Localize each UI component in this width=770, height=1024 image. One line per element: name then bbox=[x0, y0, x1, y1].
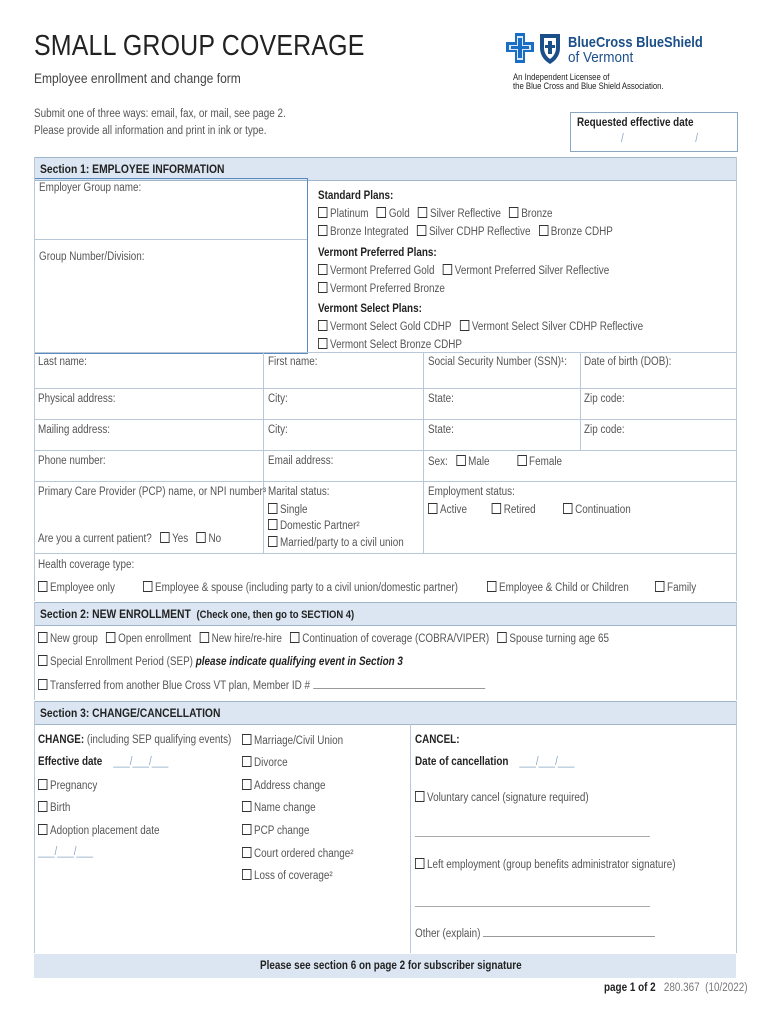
section-2-note: (Check one, then go to SECTION 4) bbox=[196, 609, 355, 621]
logo-name: BlueCross BlueShield bbox=[568, 34, 703, 51]
mailing-address-field[interactable]: Mailing address: bbox=[38, 424, 111, 436]
employment-retired[interactable]: Retired bbox=[492, 504, 536, 516]
plan-vt-select-bronze[interactable]: Vermont Select Bronze CDHP bbox=[318, 339, 462, 351]
vt-preferred-plans bbox=[318, 243, 657, 297]
cancel-left-employment[interactable]: Left employment (group benefits administrator signature) bbox=[415, 858, 676, 871]
checkbox-icon[interactable] bbox=[415, 858, 424, 869]
plan-vt-preferred-gold[interactable]: Vermont Preferred Gold bbox=[318, 265, 434, 277]
ssn-field[interactable]: Social Security Number (SSN)¹: bbox=[428, 356, 568, 368]
checkbox-icon[interactable] bbox=[318, 282, 327, 293]
blue-shield-icon bbox=[538, 31, 562, 65]
change-adoption[interactable]: Adoption placement date bbox=[38, 824, 159, 837]
cancel-label: CANCEL: bbox=[415, 734, 460, 746]
marital-domestic-partner[interactable]: Domestic Partner² bbox=[268, 519, 360, 532]
checkbox-icon[interactable] bbox=[456, 455, 465, 466]
section-2-row-1 bbox=[38, 632, 609, 645]
administrator-signature-line[interactable] bbox=[415, 906, 650, 907]
checkbox-icon[interactable] bbox=[143, 581, 152, 592]
logo-state: of Vermont bbox=[568, 49, 634, 66]
checkbox-icon[interactable] bbox=[38, 581, 47, 592]
checkbox-icon[interactable] bbox=[38, 632, 47, 643]
checkbox-icon[interactable] bbox=[242, 779, 251, 790]
checkbox-icon[interactable] bbox=[196, 532, 205, 543]
coverage-employee-children[interactable]: Employee & Child or Children bbox=[487, 581, 629, 594]
section-1-title: Section 1: EMPLOYEE INFORMATION bbox=[40, 162, 225, 176]
email-field[interactable]: Email address: bbox=[268, 455, 334, 467]
coverage-employee-only[interactable]: Employee only bbox=[38, 581, 115, 594]
change-label: CHANGE: bbox=[38, 734, 85, 746]
physical-address-field[interactable]: Physical address: bbox=[38, 393, 116, 405]
change-loss-of-coverage[interactable]: Loss of coverage² bbox=[242, 869, 333, 882]
plan-vt-preferred-silver[interactable]: Vermont Preferred Silver Reflective bbox=[443, 265, 610, 277]
cancel-other[interactable]: Other (explain) bbox=[415, 928, 655, 940]
checkbox-icon[interactable] bbox=[318, 225, 327, 236]
instructions-line-1: Submit one of three ways: email, fax, or mail, see page 2. bbox=[34, 108, 286, 120]
enroll-continuation[interactable]: Continuation of coverage (COBRA/VIPER) bbox=[290, 633, 489, 645]
sep-note: please indicate qualifying event in Section 3 bbox=[195, 656, 403, 668]
vt-preferred-title: Vermont Preferred Plans: bbox=[318, 247, 437, 259]
enroll-sep[interactable]: Special Enrollment Period (SEP) please indicate qualifying event in Section 3 bbox=[38, 655, 403, 668]
effective-date[interactable] bbox=[38, 756, 168, 768]
current-patient-label: Are you a current patient? bbox=[38, 533, 152, 545]
employer-group-label: Employer Group name: bbox=[39, 182, 142, 194]
dob-field[interactable]: Date of birth (DOB): bbox=[584, 356, 672, 368]
change-header bbox=[38, 734, 231, 746]
patient-no[interactable]: No bbox=[196, 533, 221, 545]
checkbox-icon[interactable] bbox=[517, 455, 526, 466]
change-address[interactable]: Address change bbox=[242, 779, 326, 792]
change-divorce[interactable]: Divorce bbox=[242, 756, 288, 769]
change-birth[interactable]: Birth bbox=[38, 801, 70, 814]
plan-bronze-cdhp[interactable]: Bronze CDHP bbox=[539, 226, 613, 238]
form-subtitle: Employee enrollment and change form bbox=[34, 70, 241, 86]
checkbox-icon[interactable] bbox=[106, 632, 115, 643]
change-court-ordered[interactable]: Court ordered change² bbox=[242, 847, 354, 860]
plan-bronze-integrated[interactable]: Bronze Integrated bbox=[318, 226, 409, 238]
checkbox-icon[interactable] bbox=[268, 503, 277, 514]
sex-male[interactable]: Male bbox=[456, 456, 489, 468]
checkbox-icon[interactable] bbox=[487, 581, 496, 592]
section-3-header bbox=[34, 701, 736, 725]
effective-date-blank: ___/___/___ bbox=[113, 756, 169, 768]
group-number-label: Group Number/Division: bbox=[39, 251, 145, 263]
checkbox-icon[interactable] bbox=[460, 320, 469, 331]
cancellation-date-label: Date of cancellation bbox=[415, 756, 509, 768]
mailing-city-field[interactable]: City: bbox=[268, 424, 288, 436]
checkbox-icon[interactable] bbox=[268, 519, 277, 530]
sex-label: Sex: bbox=[428, 456, 448, 468]
checkbox-icon[interactable] bbox=[38, 801, 47, 812]
employment-active[interactable]: Active bbox=[428, 504, 467, 516]
form-date: (10/2022) bbox=[705, 982, 748, 994]
mailing-state-field[interactable]: State: bbox=[428, 424, 454, 436]
other-explain-blank[interactable] bbox=[483, 936, 655, 937]
form-title: SMALL GROUP COVERAGE bbox=[34, 30, 365, 62]
coverage-type-label: Health coverage type: bbox=[38, 559, 135, 571]
checkbox-icon[interactable] bbox=[242, 824, 251, 835]
change-name[interactable]: Name change bbox=[242, 801, 316, 814]
checkbox-icon[interactable] bbox=[242, 734, 251, 745]
current-patient bbox=[38, 532, 221, 545]
form-code: 280.367 bbox=[663, 982, 700, 994]
checkbox-icon[interactable] bbox=[318, 207, 327, 218]
member-id-blank[interactable] bbox=[313, 688, 485, 689]
plan-bronze[interactable]: Bronze bbox=[509, 208, 552, 220]
checkbox-icon[interactable] bbox=[242, 847, 251, 858]
plan-vt-select-gold[interactable]: Vermont Select Gold CDHP bbox=[318, 321, 452, 333]
instructions-line-2: Please provide all information and print in ink or type. bbox=[34, 125, 267, 137]
enroll-spouse-65[interactable]: Spouse turning age 65 bbox=[497, 633, 609, 645]
enroll-transferred[interactable]: Transferred from another Blue Cross VT plan, Member ID # bbox=[38, 679, 485, 692]
plan-vt-preferred-bronze[interactable]: Vermont Preferred Bronze bbox=[318, 283, 445, 295]
change-note: (including SEP qualifying events) bbox=[86, 734, 232, 746]
standard-plans bbox=[318, 186, 661, 240]
checkbox-icon[interactable] bbox=[268, 536, 277, 547]
checkbox-icon[interactable] bbox=[415, 791, 424, 802]
coverage-employee-spouse[interactable]: Employee & spouse (including party to a civil union/domestic partner) bbox=[143, 581, 458, 594]
zip-field[interactable]: Zip code: bbox=[584, 393, 625, 405]
licensee-line-2: the Blue Cross and Blue Shield Association. bbox=[513, 81, 664, 91]
vt-select-title: Vermont Select Plans: bbox=[318, 303, 422, 315]
checkbox-icon[interactable] bbox=[290, 632, 299, 643]
enroll-new-hire[interactable]: New hire/re-hire bbox=[200, 633, 282, 645]
section-3-title: Section 3: CHANGE/CANCELLATION bbox=[40, 706, 221, 720]
plan-platinum[interactable]: Platinum bbox=[318, 208, 369, 220]
signature-notice: Please see section 6 on page 2 for subscriber signature bbox=[260, 960, 522, 972]
requested-date-label: Requested effective date bbox=[577, 117, 694, 129]
pcp-field[interactable]: Primary Care Provider (PCP) name, or NPI number³ bbox=[38, 486, 267, 498]
blue-cross-icon bbox=[505, 31, 535, 65]
cancellation-date-blank: ___/___/___ bbox=[519, 756, 575, 768]
vt-select-plans bbox=[318, 299, 696, 353]
employment-continuation[interactable]: Continuation bbox=[563, 504, 631, 516]
state-field[interactable]: State: bbox=[428, 393, 454, 405]
page-number: page 1 of 2 bbox=[604, 982, 656, 994]
mailing-zip-field[interactable]: Zip code: bbox=[584, 424, 625, 436]
checkbox-icon[interactable] bbox=[377, 207, 386, 218]
coverage-family[interactable]: Family bbox=[655, 581, 696, 594]
checkbox-icon[interactable] bbox=[492, 503, 501, 514]
checkbox-icon[interactable] bbox=[563, 503, 572, 514]
checkbox-icon[interactable] bbox=[38, 824, 47, 835]
employer-group-box[interactable] bbox=[34, 178, 308, 354]
marital-single[interactable]: Single bbox=[268, 503, 308, 516]
city-field[interactable]: City: bbox=[268, 393, 288, 405]
plan-silver-reflective[interactable]: Silver Reflective bbox=[418, 208, 501, 220]
checkbox-icon[interactable] bbox=[443, 264, 452, 275]
marital-status-label: Marital status: bbox=[268, 486, 330, 498]
employment-status-options bbox=[428, 503, 631, 516]
standard-plans-title: Standard Plans: bbox=[318, 190, 394, 202]
checkbox-icon[interactable] bbox=[38, 679, 47, 690]
checkbox-icon[interactable] bbox=[242, 869, 251, 880]
plan-vt-select-silver[interactable]: Vermont Select Silver CDHP Reflective bbox=[460, 321, 643, 333]
licensee-line-1: An Independent Licensee of bbox=[513, 72, 610, 82]
checkbox-icon[interactable] bbox=[38, 655, 47, 666]
patient-yes[interactable]: Yes bbox=[160, 533, 188, 545]
checkbox-icon[interactable] bbox=[509, 207, 518, 218]
checkbox-icon[interactable] bbox=[242, 801, 251, 812]
change-pcp[interactable]: PCP change bbox=[242, 824, 309, 837]
requested-date-box[interactable] bbox=[570, 112, 738, 152]
voluntary-signature-line[interactable] bbox=[415, 836, 650, 837]
enroll-new-group[interactable]: New group bbox=[38, 633, 98, 645]
plan-gold[interactable]: Gold bbox=[377, 208, 410, 220]
checkbox-icon[interactable] bbox=[318, 320, 327, 331]
checkbox-icon[interactable] bbox=[242, 756, 251, 767]
enroll-open-enrollment[interactable]: Open enrollment bbox=[106, 633, 191, 645]
signature-notice-bar bbox=[34, 954, 736, 978]
cancellation-date[interactable] bbox=[415, 756, 574, 768]
change-pregnancy[interactable]: Pregnancy bbox=[38, 779, 97, 792]
checkbox-icon[interactable] bbox=[38, 779, 47, 790]
checkbox-icon[interactable] bbox=[318, 338, 327, 349]
checkbox-icon[interactable] bbox=[497, 632, 506, 643]
checkbox-icon[interactable] bbox=[428, 503, 437, 514]
checkbox-icon[interactable] bbox=[417, 225, 426, 236]
checkbox-icon[interactable] bbox=[318, 264, 327, 275]
checkbox-icon[interactable] bbox=[200, 632, 209, 643]
checkbox-icon[interactable] bbox=[160, 532, 169, 543]
effective-date-label: Effective date bbox=[38, 756, 103, 768]
change-marriage[interactable]: Marriage/Civil Union bbox=[242, 734, 343, 747]
sex-female[interactable]: Female bbox=[517, 456, 562, 468]
last-name-field[interactable]: Last name: bbox=[38, 356, 87, 368]
sex-field bbox=[428, 455, 562, 468]
page-footer bbox=[604, 982, 748, 994]
employment-status-label: Employment status: bbox=[428, 486, 515, 498]
section-2-header bbox=[34, 602, 736, 626]
cancel-voluntary[interactable]: Voluntary cancel (signature required) bbox=[415, 791, 589, 804]
checkbox-icon[interactable] bbox=[539, 225, 548, 236]
checkbox-icon[interactable] bbox=[655, 581, 664, 592]
plan-silver-cdhp-reflective[interactable]: Silver CDHP Reflective bbox=[417, 226, 531, 238]
phone-field[interactable]: Phone number: bbox=[38, 455, 106, 467]
marital-married[interactable]: Married/party to a civil union bbox=[268, 536, 404, 549]
section-2-title: Section 2: NEW ENROLLMENT (Check one, then go to SECTION 4) bbox=[40, 607, 355, 621]
adoption-date-blank[interactable]: ___/___/___ bbox=[38, 846, 93, 858]
first-name-field[interactable]: First name: bbox=[268, 356, 318, 368]
requested-date-slashes: / / bbox=[621, 133, 733, 145]
checkbox-icon[interactable] bbox=[418, 207, 427, 218]
